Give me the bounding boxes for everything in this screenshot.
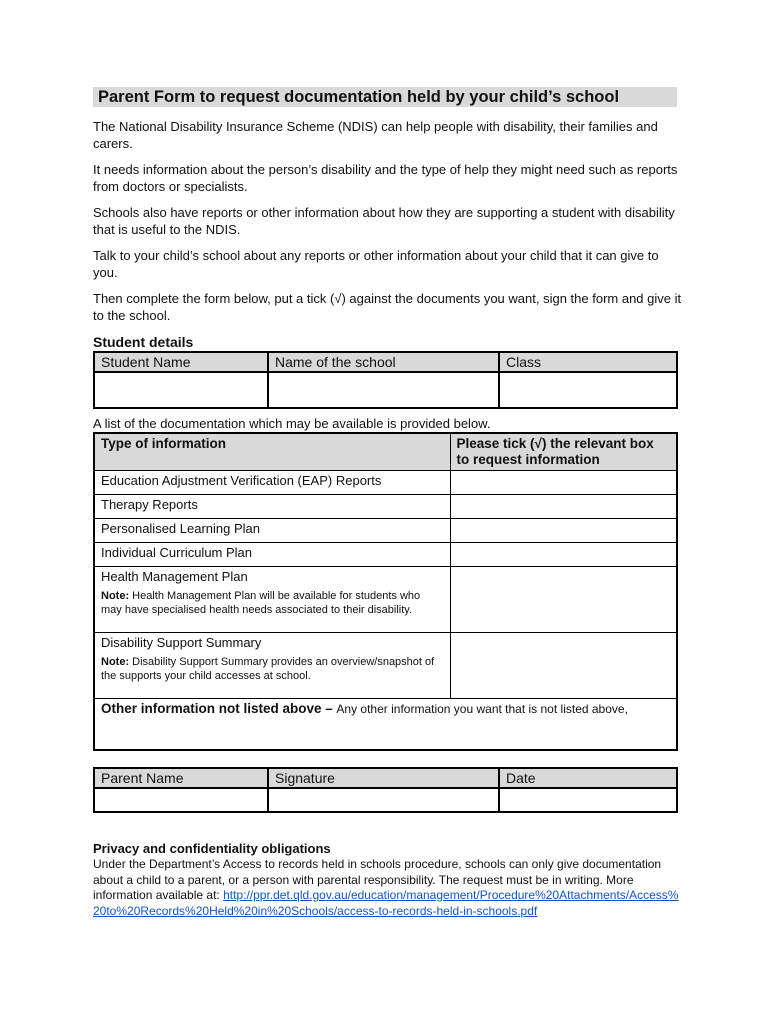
tick-box-therapy-reports[interactable]: [450, 495, 677, 519]
doc-row-disability-support: [94, 633, 450, 699]
class-field[interactable]: [499, 372, 677, 408]
doc-list-intro: A list of the documentation which may be available is provided below.: [93, 416, 491, 431]
tick-header: Please tick (√) the relevant box to request information: [450, 433, 677, 471]
privacy-link[interactable]: http://ppr.det.qld.gov.au/education/management/Procedure%20Attachments/Access%20to%20Records%20Held%20in%20Schools/access-to-records-held-in-schools.pdf: [93, 888, 679, 918]
intro-paragraph-5: Then complete the form below, put a tick (√) against the documents you want, sign the form and give it to the school.: [93, 291, 682, 323]
school-name-field[interactable]: [268, 372, 499, 408]
intro-paragraph-4: Talk to your child’s school about any reports or other information about your child that it can give to you.: [93, 248, 659, 280]
student-name-field[interactable]: [94, 372, 268, 408]
intro-paragraph-1: The National Disability Insurance Scheme (NDIS) can help people with disability, their families and carers.: [93, 119, 658, 151]
privacy-heading: Privacy and confidentiality obligations: [93, 841, 331, 856]
doc-row-label: Education Adjustment Verification (EAP) Reports: [94, 471, 450, 495]
doc-row-note: [101, 655, 444, 683]
signature-field[interactable]: [268, 788, 499, 812]
parent-name-field[interactable]: [94, 788, 268, 812]
type-of-information-header: Type of information: [94, 433, 450, 471]
doc-row-health-management: [94, 567, 450, 633]
other-information-label: Other information not listed above –: [101, 701, 333, 716]
other-information-field[interactable]: [94, 699, 677, 750]
tick-box-eap-reports[interactable]: [450, 471, 677, 495]
class-header: Class: [499, 352, 677, 372]
privacy-text: Under the Department’s Access to records held in schools procedure, schools can only give documentation about a child to a parent, or a person with parental responsibility. The request must be in writing. More information available at:: [93, 857, 662, 902]
doc-row-label: Therapy Reports: [94, 495, 450, 519]
intro-paragraph-3: Schools also have reports or other information about how they are supporting a student with disability that is useful to the NDIS.: [93, 205, 675, 237]
tick-box-individual-curriculum-plan[interactable]: [450, 543, 677, 567]
signature-table: [93, 767, 678, 813]
doc-row-label: Personalised Learning Plan: [94, 519, 450, 543]
note-label: Note:: [101, 590, 130, 602]
tick-box-disability-support-summary[interactable]: [450, 633, 677, 699]
student-name-header: Student Name: [94, 352, 268, 372]
signature-header: Signature: [268, 768, 499, 788]
date-field[interactable]: [499, 788, 677, 812]
doc-row-label: Disability Support Summary: [101, 635, 262, 650]
privacy-text-block: [93, 857, 683, 919]
note-label: Note:: [101, 656, 130, 668]
doc-row-label: Individual Curriculum Plan: [94, 543, 450, 567]
student-details-heading: Student details: [93, 334, 194, 350]
date-header: Date: [499, 768, 677, 788]
doc-row-label: Health Management Plan: [101, 569, 248, 584]
tick-box-health-management-plan[interactable]: [450, 567, 677, 633]
intro-paragraph-2: It needs information about the person’s disability and the type of help they might need such as reports from doctors or specialists.: [93, 162, 678, 194]
doc-row-note: [101, 589, 444, 617]
other-information-text: Any other information you want that is not listed above,: [336, 702, 628, 716]
tick-box-personalised-learning-plan[interactable]: [450, 519, 677, 543]
documentation-table: [93, 432, 678, 751]
note-text: Health Management Plan will be available for students who may have specialised health needs associated to their disability.: [101, 590, 421, 616]
school-name-header: Name of the school: [268, 352, 499, 372]
parent-name-header: Parent Name: [94, 768, 268, 788]
page-title: Parent Form to request documentation held by your child’s school: [98, 88, 620, 106]
student-details-table: [93, 351, 678, 409]
note-text: Disability Support Summary provides an overview/snapshot of the supports your child accesses at school.: [101, 656, 435, 682]
